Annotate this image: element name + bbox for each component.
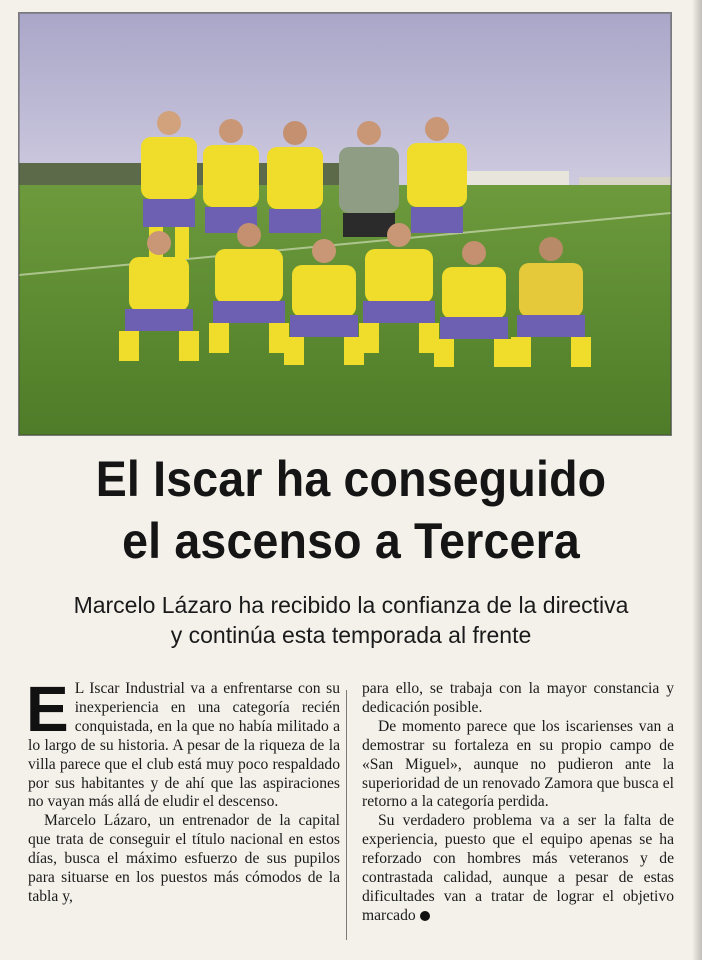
paragraph: para ello, se trabaja con la mayor constancia y dedicación posible. (362, 680, 674, 716)
article-column-left (26, 673, 340, 907)
paragraph: Su verdadero problema va a ser la falta de experiencia, puesto que el equipo apenas se ha reforzado con hombres más veteranos y de contrastada calidad, aunque a pesar de estas dificultades van a tratar de lograr el objetivo marcado (362, 812, 674, 924)
drop-cap: E (26, 673, 69, 745)
column-divider (346, 690, 347, 940)
headline-line-1: El Iscar ha conseguido (95, 451, 607, 507)
end-mark-icon (420, 911, 430, 921)
headline-line-2: el ascenso a Tercera (122, 513, 580, 569)
subheadline (0, 590, 702, 650)
paragraph: Marcelo Lázaro, un entrenador de la capital que trata de conseguir el título nacional en estos días, busca el máximo esfuerzo de sus pupilos para situarse en los puestos más cómodos de la tabla y, (28, 812, 340, 905)
team-photo (18, 12, 672, 436)
paragraph: E L Iscar Industrial va a enfrentarse con su inexperiencia en una categoría recién conquistada, en la que no había militado a lo largo de su historia. A pesar de la riqueza de la villa parece que el club está muy poco respaldado por sus habitantes y de ahí que las aspiraciones no vayan más allá de eludir el descenso. (26, 673, 340, 811)
subheadline-line-1: Marcelo Lázaro ha recibido la confianza de la directiva (73, 592, 629, 618)
subheadline-line-2: y continúa esta temporada al frente (170, 622, 532, 648)
article-column-right (362, 680, 674, 926)
headline (25, 448, 678, 572)
paragraph: De momento parece que los iscarienses van a demostrar su fortaleza en su propio campo de «San Miguel», aunque no pudieron ante la superioridad de un renovado Zamora que busca el retorno a la categoría perdida. (362, 717, 674, 811)
page-edge-shadow (692, 0, 702, 960)
